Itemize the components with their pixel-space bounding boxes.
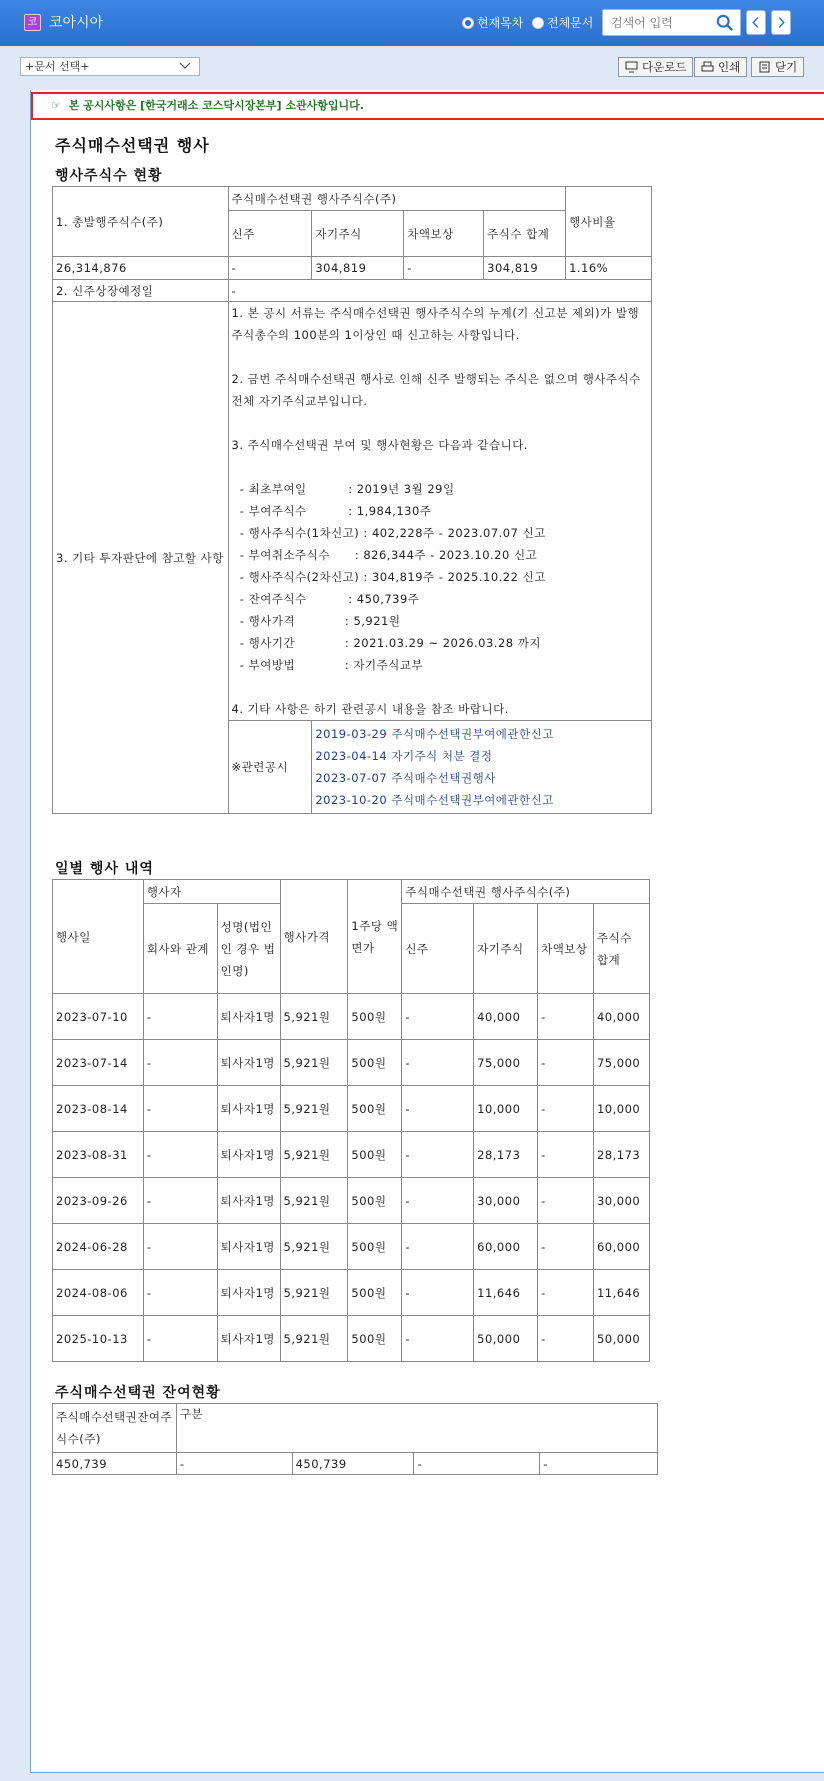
cell-total: 11,646: [593, 1270, 649, 1316]
scope-current-radio[interactable]: [462, 14, 523, 31]
close-button[interactable]: [751, 57, 804, 77]
cell-treasury: 10,000: [474, 1086, 538, 1132]
note-4: 4. 기타 사항은 하기 관련공시 내용을 참조 바랍니다.: [231, 702, 509, 716]
cell-name: 퇴사자1명: [217, 1040, 280, 1086]
remaining-table: [52, 1403, 658, 1475]
cell-price: 5,921원: [280, 1086, 348, 1132]
section-heading-remaining: 주식매수선택권 잔여현황: [55, 1385, 221, 1401]
cell-name: 퇴사자1명: [217, 1224, 280, 1270]
search-box: [602, 9, 741, 36]
cell-treasury: 60,000: [474, 1224, 538, 1270]
cell-relation: -: [143, 994, 217, 1040]
print-label: 인쇄: [718, 60, 741, 74]
document-select-value: +문서 선택+: [25, 60, 90, 73]
chevron-down-icon: [179, 60, 191, 72]
category-label: 구분: [179, 1407, 204, 1421]
scope-all-label: 전체문서: [547, 16, 594, 30]
col-treasury: 자기주식: [474, 904, 538, 994]
cell-relation: -: [143, 1224, 217, 1270]
detail-line: - 행사주식수(1차신고) : 402,228주 - 2023.07.07 신고: [231, 526, 546, 540]
cell-name: 퇴사자1명: [217, 1270, 280, 1316]
remaining-new: -: [176, 1453, 292, 1475]
exercise-status-table: [52, 186, 652, 814]
cell-name: 퇴사자1명: [217, 1316, 280, 1362]
col-remaining: 주식매수선택권잔여주식수(주): [53, 1404, 177, 1453]
download-button[interactable]: [618, 57, 693, 77]
new-value: -: [228, 257, 312, 280]
cell-total: 30,000: [593, 1178, 649, 1224]
search-input[interactable]: [603, 10, 711, 35]
pointing-hand-icon: ☞: [51, 99, 61, 112]
col-cash: 차액보상: [538, 904, 594, 994]
cell-new: -: [402, 1086, 474, 1132]
chevron-left-icon: [747, 11, 765, 34]
remaining-cash: -: [414, 1453, 540, 1475]
scope-current-label: 현재목차: [477, 16, 524, 30]
other-notes-label: 3. 기타 투자판단에 참고할 사항: [53, 302, 229, 814]
cell-cash: -: [538, 1270, 594, 1316]
chevron-right-icon: [772, 11, 790, 34]
cell-par: 500원: [348, 1040, 402, 1086]
section-heading-exercise-status: 행사주식수 현황: [55, 168, 163, 184]
prev-button[interactable]: [746, 10, 766, 35]
cell-treasury: 28,173: [474, 1132, 538, 1178]
cell-date: 2023-08-31: [53, 1132, 144, 1178]
related-disclosure-label: ※관련공시: [228, 721, 312, 814]
cell-treasury: 75,000: [474, 1040, 538, 1086]
table-row: [53, 1178, 650, 1224]
cell-relation: -: [143, 1316, 217, 1362]
monitor-icon: [625, 61, 638, 73]
other-notes-content: [228, 302, 652, 721]
cell-relation: -: [143, 1086, 217, 1132]
brand[interactable]: [24, 12, 103, 32]
cell-total: 28,173: [593, 1132, 649, 1178]
table-row: [53, 1132, 650, 1178]
treasury-value: 304,819: [312, 257, 404, 280]
cell-par: 500원: [348, 1316, 402, 1362]
cell-name: 퇴사자1명: [217, 1132, 280, 1178]
cell-total: 60,000: [593, 1224, 649, 1270]
remaining-treasury: 450,739: [292, 1453, 414, 1475]
cell-price: 5,921원: [280, 1224, 348, 1270]
col-date: 행사일: [53, 880, 144, 994]
cell-new: -: [402, 994, 474, 1040]
cell-price: 5,921원: [280, 994, 348, 1040]
detail-line: - 잔여주식수 : 450,739주: [231, 592, 420, 606]
total-value: 304,819: [484, 257, 566, 280]
cell-par: 500원: [348, 1132, 402, 1178]
cell-name: 퇴사자1명: [217, 1178, 280, 1224]
document-title: 주식매수선택권 행사: [55, 136, 210, 155]
section-heading-daily: 일별 행사 내역: [55, 861, 154, 877]
cell-date: 2023-08-14: [53, 1086, 144, 1132]
cell-total: 75,000: [593, 1040, 649, 1086]
notice-banner: [31, 92, 824, 120]
related-link[interactable]: 2023-07-07 주식매수선택권행사: [315, 771, 496, 785]
cell-new: -: [402, 1224, 474, 1270]
cell-cash: -: [538, 1316, 594, 1362]
notice-text: 본 공시사항은 [한국거래소 코스닥시장본부] 소관사항입니다.: [68, 99, 364, 112]
cell-relation: -: [143, 1040, 217, 1086]
cell-treasury: 40,000: [474, 994, 538, 1040]
cell-par: 500원: [348, 1270, 402, 1316]
cell-par: 500원: [348, 1224, 402, 1270]
table-row: [53, 1086, 650, 1132]
document-icon: [758, 61, 771, 73]
col-total: 주식수 합계: [593, 904, 649, 994]
detail-line: - 행사가격 : 5,921원: [231, 614, 401, 628]
cell-date: 2025-10-13: [53, 1316, 144, 1362]
remaining-other: -: [540, 1453, 658, 1475]
printer-icon: [701, 61, 714, 73]
note-2: 2. 금번 주식매수선택권 행사로 인해 신주 발행되는 주식은 없으며 행사주식수 전체 자기주식교부입니다.: [231, 372, 641, 408]
cell-name: 퇴사자1명: [217, 994, 280, 1040]
total-issued-label: 1. 총발행주식수(주): [53, 187, 229, 257]
cell-relation: -: [143, 1178, 217, 1224]
cell-total: 40,000: [593, 994, 649, 1040]
cell-cash: -: [538, 1086, 594, 1132]
cell-cash: -: [538, 1224, 594, 1270]
note-1: 1. 본 공시 서류는 주식매수선택권 행사주식수의 누계(기 신고분 제외)가 발행주식총수의 100분의 1이상인 때 신고하는 사항입니다.: [231, 306, 640, 342]
cell-date: 2023-09-26: [53, 1178, 144, 1224]
print-button[interactable]: [694, 57, 747, 77]
cell-cash: -: [538, 1040, 594, 1086]
col-shares-header: 주식매수선택권 행사주식수(주): [402, 880, 650, 904]
detail-line: - 부여취소주식수 : 826,344주 - 2023.10.20 신고: [231, 548, 538, 562]
cell-total: 50,000: [593, 1316, 649, 1362]
total-issued-value: 26,314,876: [53, 257, 229, 280]
table-row: [53, 1270, 650, 1316]
close-label: 닫기: [775, 60, 798, 74]
cell-relation: -: [143, 1270, 217, 1316]
cell-date: 2023-07-10: [53, 994, 144, 1040]
company-name: 코아시아: [49, 15, 104, 31]
cell-new: -: [402, 1316, 474, 1362]
col-treasury: 자기주식: [312, 211, 404, 257]
radio-empty-icon: [532, 17, 544, 29]
cell-treasury: 50,000: [474, 1316, 538, 1362]
cash-value: -: [404, 257, 484, 280]
table-row: [53, 1040, 650, 1086]
document-select[interactable]: [20, 57, 200, 76]
col-cash: 차액보상: [404, 211, 484, 257]
cell-cash: -: [538, 994, 594, 1040]
col-par: 1주당 액면가: [348, 880, 402, 994]
download-label: 다운로드: [642, 60, 687, 74]
top-header: [0, 0, 824, 46]
table-row: [53, 994, 650, 1040]
related-link[interactable]: 2023-04-14 자기주식 처분 결정: [315, 749, 493, 763]
table-row: [53, 1224, 650, 1270]
ratio-header: 행사비율: [566, 187, 652, 257]
company-icon: 코: [24, 14, 41, 31]
col-relation: 회사와 관계: [143, 904, 217, 994]
related-disclosure-links: [312, 721, 652, 814]
col-category: [176, 1404, 657, 1453]
listing-date-value: -: [228, 280, 652, 302]
cell-date: 2024-08-06: [53, 1270, 144, 1316]
cell-cash: -: [538, 1132, 594, 1178]
related-link[interactable]: 2019-03-29 주식매수선택권부여에관한신고: [315, 727, 554, 741]
cell-cash: -: [538, 1178, 594, 1224]
detail-line: - 부여주식수 : 1,984,130주: [231, 504, 432, 518]
exercise-shares-header: 주식매수선택권 행사주식수(주): [228, 187, 566, 211]
related-link[interactable]: 2023-10-20 주식매수선택권부여에관한신고: [315, 793, 554, 807]
detail-line: - 부여방법 : 자기주식교부: [231, 658, 424, 672]
col-exerciser: 행사자: [143, 880, 280, 904]
col-new: 신주: [402, 904, 474, 994]
detail-line: - 최초부여일 : 2019년 3월 29일: [231, 482, 455, 496]
cell-par: 500원: [348, 1086, 402, 1132]
col-new: 신주: [228, 211, 312, 257]
cell-date: 2024-06-28: [53, 1224, 144, 1270]
cell-new: -: [402, 1040, 474, 1086]
cell-price: 5,921원: [280, 1178, 348, 1224]
cell-treasury: 30,000: [474, 1178, 538, 1224]
listing-date-label: 2. 신주상장예정일: [53, 280, 229, 302]
col-total: 주식수 합계: [484, 211, 566, 257]
cell-price: 5,921원: [280, 1132, 348, 1178]
note-3: 3. 주식매수선택권 부여 및 행사현황은 다음과 같습니다.: [231, 438, 528, 452]
detail-line: - 행사주식수(2차신고) : 304,819주 - 2025.10.22 신고: [231, 570, 546, 584]
document-viewer: [30, 90, 824, 1773]
table-row: [53, 1316, 650, 1362]
cell-price: 5,921원: [280, 1316, 348, 1362]
cell-new: -: [402, 1270, 474, 1316]
scope-all-radio[interactable]: [532, 14, 593, 31]
cell-name: 퇴사자1명: [217, 1086, 280, 1132]
detail-line: - 행사기간 : 2021.03.29 ~ 2026.03.28 까지: [231, 636, 541, 650]
ratio-value: 1.16%: [566, 257, 652, 280]
cell-par: 500원: [348, 994, 402, 1040]
daily-exercise-table: [52, 879, 650, 1362]
cell-date: 2023-07-14: [53, 1040, 144, 1086]
cell-treasury: 11,646: [474, 1270, 538, 1316]
cell-new: -: [402, 1178, 474, 1224]
radio-selected-icon: [462, 17, 474, 29]
cell-price: 5,921원: [280, 1040, 348, 1086]
col-price: 행사가격: [280, 880, 348, 994]
cell-total: 10,000: [593, 1086, 649, 1132]
cell-relation: -: [143, 1132, 217, 1178]
remaining-value: 450,739: [53, 1453, 177, 1475]
cell-new: -: [402, 1132, 474, 1178]
col-name: 성명(법인인 경우 법인명): [217, 904, 280, 994]
cell-price: 5,921원: [280, 1270, 348, 1316]
search-icon[interactable]: [716, 14, 734, 32]
next-button[interactable]: [771, 10, 791, 35]
cell-par: 500원: [348, 1178, 402, 1224]
